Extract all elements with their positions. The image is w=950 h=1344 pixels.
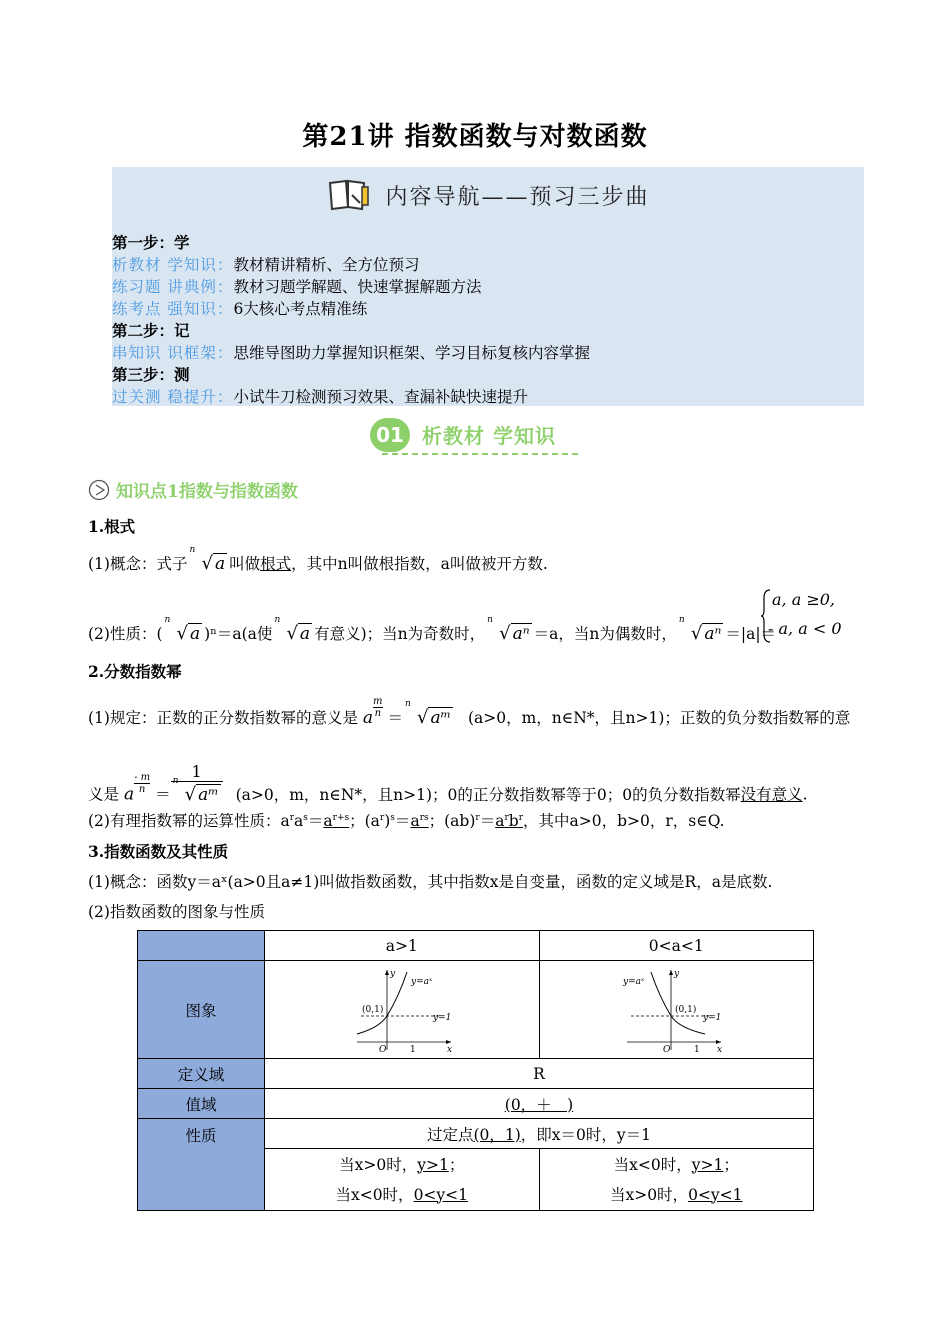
- nav-heading: 内容导航——预习三步曲: [385, 185, 650, 210]
- step1-heading: 第一步：学: [112, 233, 190, 252]
- svg-text:O: O: [663, 1044, 671, 1054]
- exp-function-concept: (1)概念：函数y＝aˣ(a>0且a≠1)叫做指数函数，其中指数x是自变量，函数的定义域是R，a是底数.: [88, 873, 773, 891]
- heading-radical: 1.根式: [88, 517, 136, 536]
- svg-text:y=aˣ: y=aˣ: [623, 976, 645, 987]
- fixed-point-property: 过定点(0，1)，即x＝0时，y＝1: [265, 1119, 814, 1149]
- nav-line: 过关测 稳提升：小试牛刀检测预习效果、查漏补缺快速提升: [112, 388, 528, 406]
- nav-line: 析教材 学知识：教材精讲精析、全方位预习: [112, 256, 420, 274]
- knowledge-point-heading: 知识点1指数与指数函数: [88, 477, 298, 506]
- col-header-a-lt-1: 0<a<1: [539, 931, 814, 961]
- svg-text:1: 1: [409, 1044, 416, 1054]
- fraction-power-positive: (1)规定：正数的正分数指数幂的意义是 a $\frac{m}{n}$ ＝ n √ aᵐ (a>0，m，n∈N*，且n>1)；正数的负分数指数幂的意: [88, 695, 851, 728]
- row-label-domain: 定义域: [138, 1059, 265, 1089]
- range-value: (0，＋ ): [504, 1095, 574, 1114]
- properties-decreasing: 当x<0时，y>1； 当x>0时，0<y<1: [539, 1149, 814, 1211]
- svg-text:x: x: [446, 1044, 452, 1054]
- svg-text:y: y: [674, 968, 680, 979]
- properties-increasing: 当x>0时，y>1； 当x<0时，0<y<1: [265, 1149, 540, 1211]
- exp-function-table: [137, 930, 814, 1211]
- row-label-range: 值域: [138, 1089, 265, 1119]
- page-title: 第21讲 指数函数与对数函数: [302, 122, 648, 152]
- section-number: 01: [370, 418, 410, 452]
- graph-decreasing: [539, 961, 814, 1059]
- heading-exponential-function: 3.指数函数及其性质: [88, 842, 229, 861]
- domain-value: R: [265, 1059, 814, 1089]
- svg-text:y=1: y=1: [703, 1012, 722, 1023]
- content-nav-box: [112, 167, 864, 406]
- nav-line: 练习题 讲典例：教材习题学解题、快速掌握解题方法: [112, 278, 482, 296]
- graph-increasing: [265, 961, 540, 1059]
- col-header-a-gt-1: a>1: [265, 931, 540, 961]
- arrow-circle-icon: [88, 479, 112, 506]
- heading-fraction-power: 2.分数指数幂: [88, 662, 182, 681]
- radical-concept: (1)概念：式子 n √ a 叫做根式，其中n叫做根指数，a叫做被开方数.: [88, 545, 548, 574]
- svg-text:(0,1): (0,1): [361, 1004, 384, 1015]
- nav-line: 串知识 识框架：思维导图助力掌握知识框架、学习目标复核内容掌握: [112, 344, 590, 362]
- fraction-power-negative: 义是 a $\frac{- m}{n}$ ＝ 1 n √ aᵐ (a>0，m，n∈N*，且n>1)；0的正分数指数幂等于0；0的负分数指数幂没有意义.: [88, 762, 808, 805]
- svg-text:y: y: [389, 968, 395, 979]
- svg-text:O: O: [378, 1044, 387, 1054]
- svg-text:y=1: y=1: [432, 1012, 452, 1023]
- step2-heading: 第二步：记: [112, 321, 190, 340]
- row-label-graph: 图象: [138, 961, 265, 1059]
- svg-text:(0,1): (0,1): [675, 1004, 697, 1015]
- document-page: 第21讲 指数函数与对数函数 内容导航——预习三步曲 第一步：学 析教材 学知识：教材精讲精析、全方位预习 练习题 讲典例：教材习题学解题、快速掌握解题方法 练考点 强知识：6大核心考点精准练 第二步：记 串知识 识框架：思维导图助力掌握知识框架、学习目标复核内容掌握 第三步：测 过关测 稳提升：小试牛刀检测预习效果、查漏补缺快速提升 01 析教材 学知识 知识点1指数与指数函数 1.根式 (1)概念：式子 n √ a 叫做根式，其中n叫做根指数，a叫做被开方数. (2)性质：( n √ a )ⁿ＝a(a使 n √ a 有意义)；当n为奇数时， n √ aⁿ ＝a，当n为偶数时， n √ aⁿ ＝|a|＝ a, a ≥0, - a, a < 0 2.分数指数幂 (1)规定：正数的正分数指数幂的意义是 a $\frac{m}{n}$ ＝ n √ aᵐ (a>0，m，n∈N*，且n>1)；正数的负分数指数幂的意 义是 a $\frac{- m}{n}$ ＝ 1 n √ aᵐ (a>0，m，n∈N*，且n>1)；0的正分数指数幂等于0；0的负分数指数幂没有意义. (2)有理指数幂的运算性质：$a^ra^s=a^{r+s}$；$(a^r)^s=a^{rs}$；$(ab)^r=a^rb^r$，其中a>0，b>0，r，s∈Q. 3.指数函数及其性质 (1)概念：函数y＝aˣ(a>0且a≠1)叫做指数函数，其中指数x是自变量，函数的定义域是R，a是底数. (2)指数函数的图象与性质 a>1 0<a<1 图象 y x O 1 (0,1) y=1 y=aˣ y x O 1 (0,1) y=1 y=aˣ 定义域 R 值域 (0，＋ ) 性质 过定点(0，1)，即x＝0时，y＝1 当x>0时，y>1； 当x<0时，0<y<1 当x<0时，y>1； 当x>0时，0<y<1: [0, 0, 950, 1344]
- section-badge: [370, 418, 580, 458]
- radical-property: (2)性质：( n √ a )ⁿ＝a(a使 n √ a 有意义)；当n为奇数时， n √ aⁿ ＝a，当n为偶数时， n √ aⁿ ＝|a|＝: [88, 615, 777, 644]
- book-icon: [326, 177, 372, 219]
- step3-heading: 第三步：测: [112, 365, 190, 384]
- svg-text:1: 1: [694, 1044, 700, 1054]
- svg-text:y=aˣ: y=aˣ: [410, 976, 432, 987]
- section-label: 析教材 学知识: [422, 424, 556, 448]
- nav-line: 练考点 强知识：6大核心考点精准练: [112, 300, 368, 318]
- row-label-properties: 性质: [138, 1119, 265, 1211]
- power-operations: (2)有理指数幂的运算性质：$a^ra^s=a^{r+s}$；$(a^r)^s=a^{rs}$；$(ab)^r=a^rb^r$，其中a>0，b>0，r，s∈Q.: [88, 812, 725, 830]
- svg-text:x: x: [717, 1044, 723, 1054]
- exp-graph-intro: (2)指数函数的图象与性质: [88, 903, 265, 921]
